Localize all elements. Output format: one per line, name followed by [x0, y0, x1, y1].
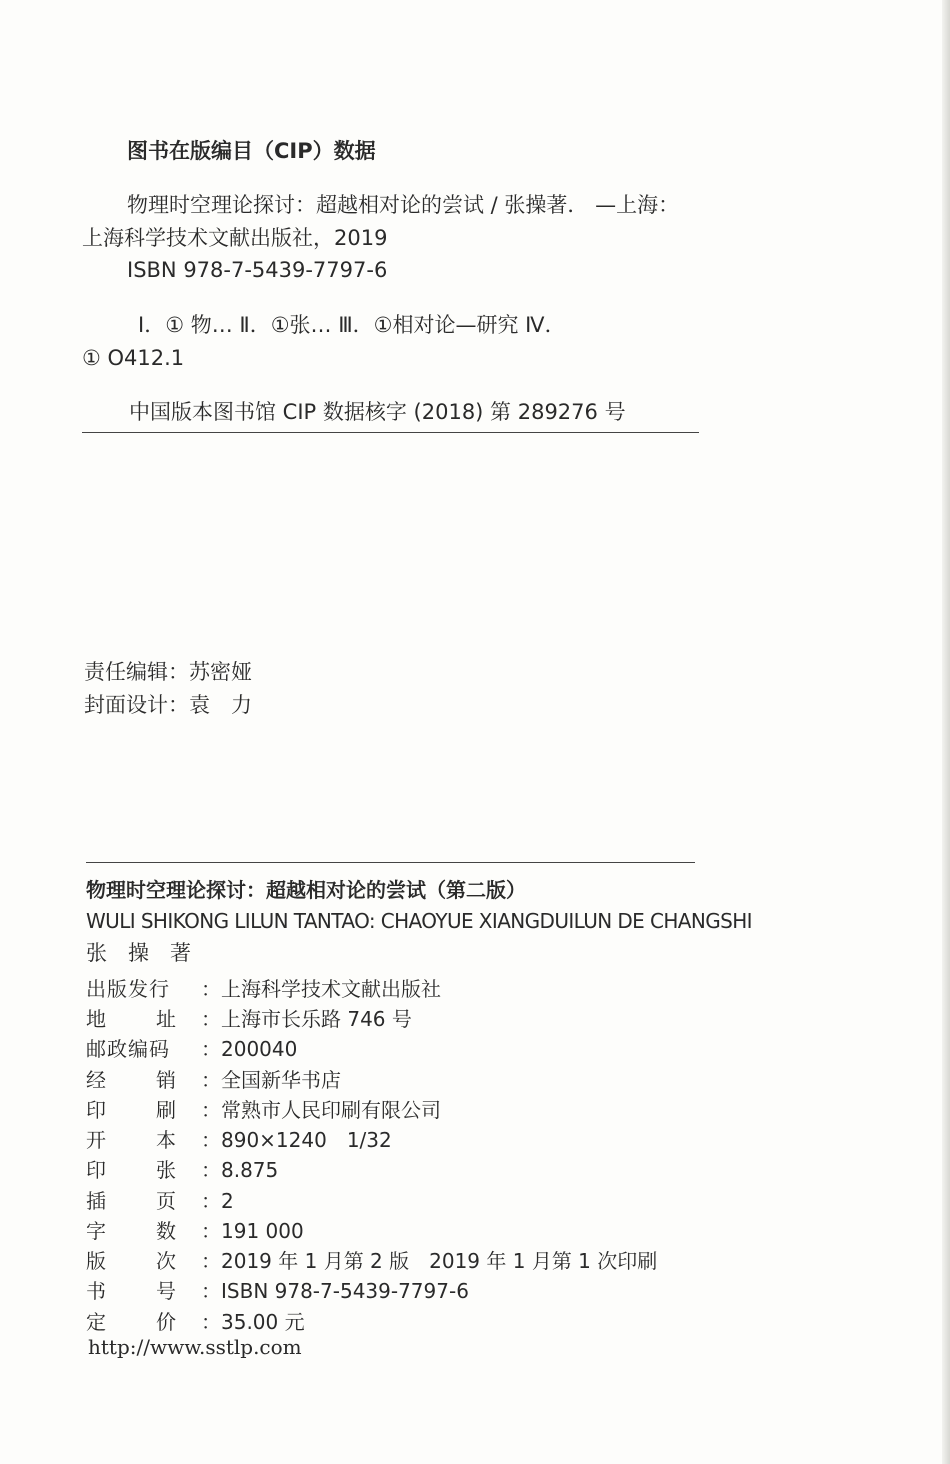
detail-value: ：35.00 元 [201, 1310, 305, 1334]
detail-value: ：2 [201, 1189, 234, 1213]
cip-line-2: 上海科学技术文献出版社，2019 [82, 226, 388, 250]
detail-value: ：2019 年 1 月第 2 版 2019 年 1 月第 1 次印刷 [201, 1249, 658, 1273]
page-edge [942, 0, 950, 1464]
editor-name: 苏密娅 [189, 660, 252, 684]
cip-heading: 图书在版编目（CIP）数据 [127, 139, 376, 163]
detail-value: ：191 000 [201, 1219, 304, 1243]
book-info-top-rule [86, 862, 695, 863]
cip-bottom-rule [82, 432, 699, 433]
cover-label: 封面设计： [84, 693, 189, 717]
cip-classification-2: ① O412.1 [82, 346, 185, 370]
editor-label: 责任编辑： [84, 660, 189, 684]
cip-classification: Ⅰ．① 物… Ⅱ．①张… Ⅲ．①相对论—研究 Ⅳ． [138, 313, 566, 337]
book-author: 张 操 著 [86, 941, 191, 965]
detail-value: ：8.875 [201, 1158, 279, 1182]
detail-label: 出版发行 [86, 977, 170, 1001]
publisher-url: http://www.sstlp.com [88, 1335, 302, 1359]
cip-isbn: ISBN 978-7-5439-7797-6 [127, 258, 388, 282]
cip-record-number: 中国版本图书馆 CIP 数据核字 (2018) 第 289276 号 [129, 400, 626, 424]
cover-name: 袁 力 [189, 693, 252, 717]
detail-value: ：上海科学技术文献出版社 [201, 977, 441, 1001]
cover-designer [84, 695, 252, 716]
book-title-pinyin: WULI SHIKONG LILUN TANTAO: CHAOYUE XIANGDUILUN DE CHANGSHI [86, 909, 752, 933]
detail-label: 邮政编码 [86, 1037, 170, 1061]
cip-line-1: 物理时空理论探讨：超越相对论的尝试 / 张操著． —上海： [127, 193, 680, 217]
detail-value: ：200040 [201, 1037, 298, 1061]
detail-value: ：上海市长乐路 746 号 [201, 1007, 412, 1031]
detail-value: ：全国新华书店 [201, 1068, 341, 1092]
responsible-editor [84, 662, 252, 683]
detail-value: ：ISBN 978-7-5439-7797-6 [201, 1279, 469, 1303]
detail-value: ：常熟市人民印刷有限公司 [201, 1098, 441, 1122]
detail-value: ：890×1240 1/32 [201, 1128, 392, 1152]
book-title-cn: 物理时空理论探讨：超越相对论的尝试（第二版） [86, 878, 526, 902]
